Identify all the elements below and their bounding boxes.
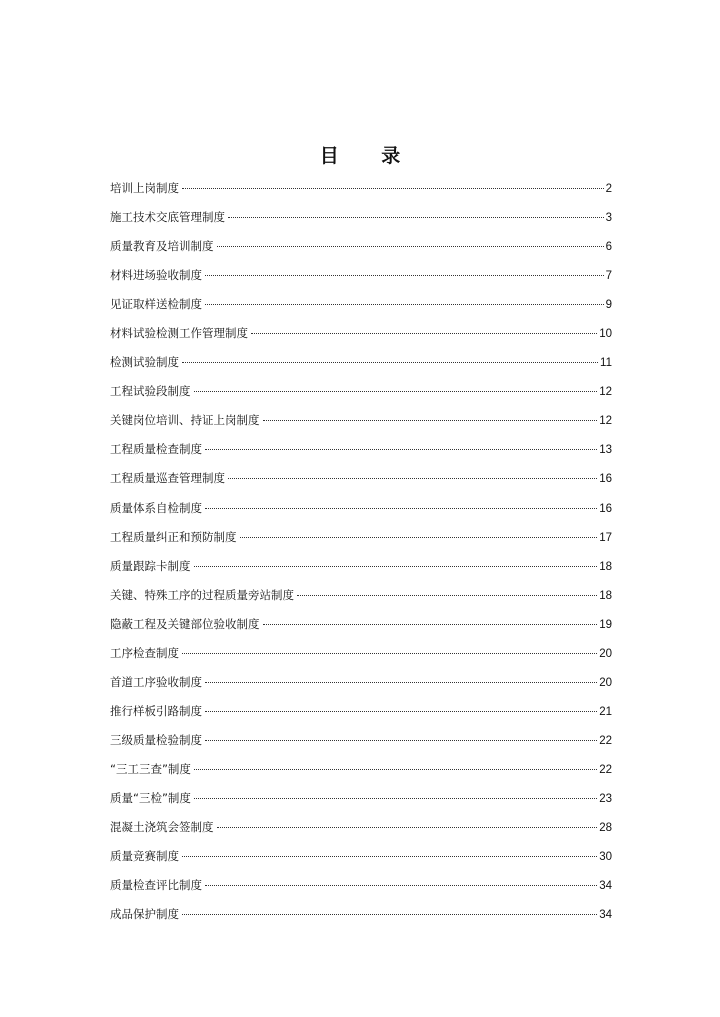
toc-entry-label: 关键岗位培训、持证上岗制度 xyxy=(110,413,260,428)
toc-entry[interactable] xyxy=(110,616,612,645)
toc-entry-page: 22 xyxy=(599,763,612,776)
toc-entry[interactable] xyxy=(110,296,612,325)
toc-entry-label: 成品保护制度 xyxy=(110,907,179,922)
toc-entry-label: 见证取样送检制度 xyxy=(110,297,202,312)
toc-dot-leader xyxy=(182,653,597,654)
toc-entry-label: 首道工序验收制度 xyxy=(110,674,202,689)
toc-dot-leader xyxy=(205,304,604,305)
toc-entry-label: 隐蔽工程及关键部位验收制度 xyxy=(110,616,260,631)
toc-dot-leader xyxy=(217,827,598,828)
toc-entry-page: 21 xyxy=(599,705,612,718)
toc-entry-page: 34 xyxy=(599,880,612,893)
toc-entry-label: 培训上岗制度 xyxy=(110,181,179,195)
toc-entry[interactable] xyxy=(110,238,612,267)
toc-entry[interactable] xyxy=(110,500,612,529)
page-title: 目 录 xyxy=(319,145,419,167)
toc-entry-label: 工程试验段制度 xyxy=(110,384,191,399)
toc-entry-page: 28 xyxy=(599,822,612,835)
toc-entry[interactable] xyxy=(110,877,612,906)
toc-entry-label: 质量“三检”制度 xyxy=(110,790,191,805)
toc-entry-label: 材料试验检测工作管理制度 xyxy=(110,326,248,341)
toc-entry[interactable] xyxy=(110,209,612,238)
toc-dot-leader xyxy=(263,420,598,421)
toc-entry-page: 3 xyxy=(605,212,612,225)
toc-dot-leader xyxy=(240,537,598,538)
toc-entry-page: 22 xyxy=(599,734,612,747)
toc-entry-label: 材料进场验收制度 xyxy=(110,268,202,283)
toc-entry-page: 10 xyxy=(599,328,612,341)
toc-entry-label: 工程质量纠正和预防制度 xyxy=(110,529,237,544)
toc-entry-page: 18 xyxy=(599,560,612,573)
toc-dot-leader xyxy=(228,217,604,218)
toc-entry-label: 质量竞赛制度 xyxy=(110,849,179,864)
toc-entry-label: 检测试验制度 xyxy=(110,355,179,370)
toc-entry-label: 施工技术交底管理制度 xyxy=(110,210,225,225)
toc-entry[interactable] xyxy=(110,180,612,209)
toc-entry[interactable] xyxy=(110,790,612,819)
toc-entry[interactable] xyxy=(110,674,612,703)
toc-dot-leader xyxy=(205,885,597,886)
toc-entry-page: 18 xyxy=(599,589,612,602)
toc-entry-label: “三工三查”制度 xyxy=(110,761,191,776)
toc-entry[interactable] xyxy=(110,587,612,616)
toc-dot-leader xyxy=(251,333,597,334)
toc-entry-label: 关键、特殊工序的过程质量旁站制度 xyxy=(110,587,294,602)
toc-entry[interactable] xyxy=(110,732,612,761)
toc-entry[interactable] xyxy=(110,906,612,935)
toc-entry-label: 工序检查制度 xyxy=(110,645,179,660)
toc-dot-leader xyxy=(297,595,597,596)
toc-entry-label: 推行样板引路制度 xyxy=(110,703,202,718)
toc-entry-page: 16 xyxy=(599,473,612,486)
toc-entry-label: 质量教育及培训制度 xyxy=(110,239,214,254)
toc-entry-page: 19 xyxy=(599,618,612,631)
toc-entry-label: 混凝土浇筑会签制度 xyxy=(110,820,214,835)
toc-entry[interactable] xyxy=(110,529,612,558)
toc-dot-leader xyxy=(182,188,604,189)
toc-dot-leader xyxy=(205,275,604,276)
toc-entry-page: 9 xyxy=(605,299,612,312)
toc-dot-leader xyxy=(205,740,597,741)
toc-entry[interactable] xyxy=(110,470,612,499)
toc-dot-leader xyxy=(182,362,598,363)
toc-entry[interactable] xyxy=(110,412,612,441)
toc-entry[interactable] xyxy=(110,325,612,354)
toc-entry[interactable] xyxy=(110,383,612,412)
toc-entry[interactable] xyxy=(110,703,612,732)
toc-entry-page: 20 xyxy=(599,647,612,660)
toc-dot-leader xyxy=(182,914,597,915)
toc-dot-leader xyxy=(194,798,597,799)
toc-entry[interactable] xyxy=(110,645,612,674)
toc-entry-page: 16 xyxy=(599,502,612,515)
toc-entry-label: 质量跟踪卡制度 xyxy=(110,558,191,573)
toc-entry-page: 12 xyxy=(599,386,612,399)
toc-entry[interactable] xyxy=(110,267,612,296)
toc-entry-label: 质量检查评比制度 xyxy=(110,878,202,893)
toc-dot-leader xyxy=(228,478,597,479)
toc-entry-label: 工程质量巡查管理制度 xyxy=(110,471,225,486)
table-of-contents xyxy=(110,180,612,935)
toc-entry-page: 11 xyxy=(600,357,612,370)
toc-entry[interactable] xyxy=(110,441,612,470)
toc-dot-leader xyxy=(263,624,598,625)
toc-dot-leader xyxy=(194,391,598,392)
toc-entry-page: 13 xyxy=(599,444,612,457)
toc-entry-label: 质量体系自检制度 xyxy=(110,500,202,515)
toc-entry[interactable] xyxy=(110,848,612,877)
toc-entry[interactable] xyxy=(110,819,612,848)
toc-entry-page: 12 xyxy=(599,415,612,428)
toc-dot-leader xyxy=(205,449,597,450)
toc-entry[interactable] xyxy=(110,354,612,383)
toc-entry-page: 6 xyxy=(605,241,612,254)
toc-dot-leader xyxy=(194,769,597,770)
toc-entry-label: 三级质量检验制度 xyxy=(110,732,202,747)
toc-entry-page: 2 xyxy=(605,183,612,195)
toc-entry-page: 20 xyxy=(599,676,612,689)
toc-entry-page: 30 xyxy=(599,851,612,864)
toc-entry-page: 23 xyxy=(599,792,612,805)
toc-dot-leader xyxy=(217,246,604,247)
toc-dot-leader xyxy=(205,682,597,683)
toc-entry[interactable] xyxy=(110,558,612,587)
toc-dot-leader xyxy=(205,508,597,509)
toc-entry-label: 工程质量检查制度 xyxy=(110,442,202,457)
toc-entry[interactable] xyxy=(110,761,612,790)
toc-entry-page: 17 xyxy=(599,531,612,544)
toc-entry-page: 7 xyxy=(605,270,612,283)
toc-dot-leader xyxy=(205,711,597,712)
toc-dot-leader xyxy=(194,566,598,567)
toc-dot-leader xyxy=(182,856,597,857)
toc-entry-page: 34 xyxy=(599,909,612,922)
